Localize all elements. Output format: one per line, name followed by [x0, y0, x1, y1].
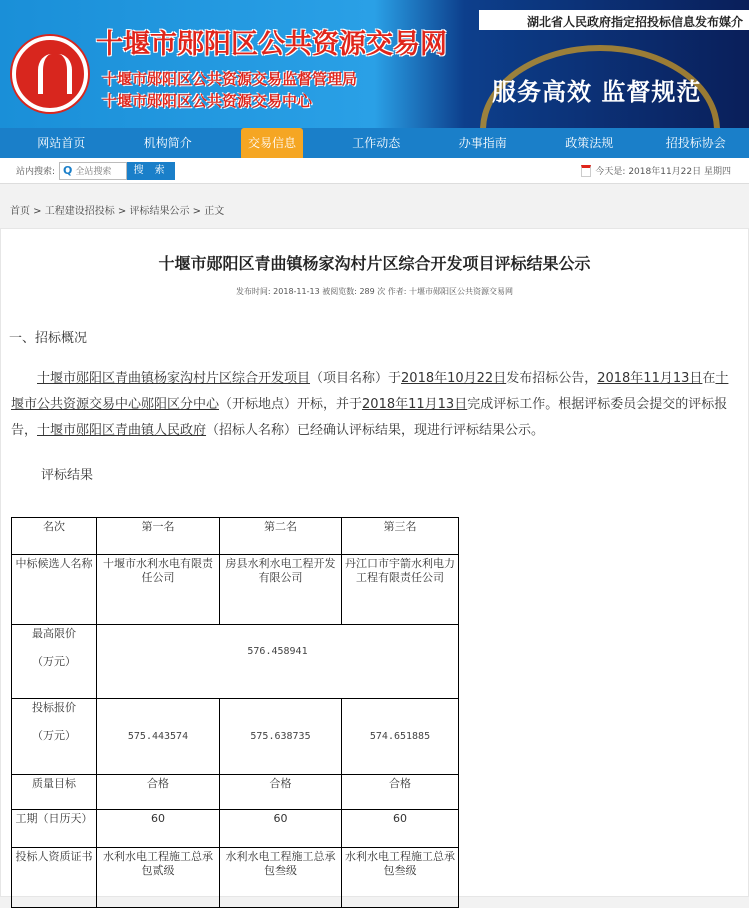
nav-trade-info[interactable]: 交易信息 — [241, 128, 303, 158]
nav-home[interactable]: 网站首页 — [8, 128, 115, 158]
cell: 十堰市水利水电有限责任公司 — [97, 555, 220, 625]
main-nav — [0, 128, 749, 158]
date-text: 今天是: 2018年11月22日 星期四 — [595, 164, 731, 177]
header-cell: 名次 — [12, 518, 97, 555]
overview-paragraph — [11, 366, 734, 444]
site-title: 十堰市郧阳区公共资源交易网 — [96, 22, 447, 61]
cell: 水利水电工程施工总承包贰级 — [97, 848, 220, 908]
article-panel — [0, 228, 749, 897]
text: （项目名称）于 — [310, 371, 401, 386]
table-row — [12, 555, 459, 625]
cell: 水利水电工程施工总承包叁级 — [342, 848, 459, 908]
site-subtitle-1: 十堰市郧阳区公共资源交易监督管理局 — [102, 68, 357, 89]
project-name: 十堰市郧阳区青曲镇杨家沟村片区综合开发项目 — [37, 371, 310, 386]
cell: 合格 — [97, 775, 220, 810]
breadcrumb-results[interactable]: 评标结果公示 — [130, 206, 190, 217]
article-meta: 发布时间: 2018-11-13 被阅览数: 289 次 作者: 十堰市郧阳区公共资源交易网 — [1, 286, 748, 297]
tenderer-name: 十堰市郧阳区青曲镇人民政府 — [37, 423, 206, 438]
breadcrumb-current: 正文 — [204, 206, 224, 217]
search-placeholder: 全站搜索 — [75, 164, 111, 177]
breadcrumb-home[interactable]: 首页 — [10, 206, 30, 217]
search-label: 站内搜索: — [16, 164, 55, 177]
cell: 574.651885 — [342, 699, 459, 775]
text: 完成评标工作。根据评标委员会提交的评标报告， — [11, 397, 727, 438]
nav-about[interactable]: 机构简介 — [115, 128, 222, 158]
cell: 房县水利水电工程开发有限公司 — [220, 555, 342, 625]
cell: 丹江口市宇箭水利电力工程有限责任公司 — [342, 555, 459, 625]
row-label: 工期（日历天） — [12, 810, 97, 848]
result-table — [11, 517, 459, 908]
announce-date: 2018年10月22日 — [401, 371, 506, 386]
cell: 合格 — [342, 775, 459, 810]
text: 在 — [702, 371, 715, 386]
header-cell: 第三名 — [342, 518, 459, 555]
open-date: 2018年11月13日 — [597, 371, 702, 386]
row-label: 质量目标 — [12, 775, 97, 810]
breadcrumb: 首页 > 工程建设招投标 > 评标结果公示 > 正文 — [10, 202, 224, 217]
header-cell: 第一名 — [97, 518, 220, 555]
cell: 60 — [97, 810, 220, 848]
table-row — [12, 810, 459, 848]
table-row — [12, 518, 459, 555]
eval-date: 2018年11月13日 — [362, 397, 467, 412]
open-location: 十堰市公共资源交易中心郧阳区分中心 — [11, 371, 728, 412]
table-row — [12, 699, 459, 775]
cell: 576.458941 — [97, 625, 459, 699]
text: （招标人名称）已经确认评标结果，现进行评标结果公示。 — [206, 423, 544, 438]
article-title: 十堰市郧阳区青曲镇杨家沟村片区综合开发项目评标结果公示 — [1, 251, 748, 274]
section-heading: 一、招标概况 — [9, 327, 748, 346]
cell: 575.443574 — [97, 699, 220, 775]
row-label: 投标人资质证书 — [12, 848, 97, 908]
cell: 60 — [220, 810, 342, 848]
media-notice: 湖北省人民政府指定招投标信息发布媒介 — [479, 10, 749, 30]
table-row — [12, 775, 459, 810]
nav-association[interactable]: 招投标协会 — [643, 128, 749, 158]
cell: 水利水电工程施工总承包叁级 — [220, 848, 342, 908]
cell: 60 — [342, 810, 459, 848]
table-row — [12, 625, 459, 699]
nav-policy[interactable]: 政策法规 — [536, 128, 643, 158]
search-button[interactable]: 搜 索 — [127, 162, 175, 180]
header-banner — [0, 0, 749, 128]
result-label: 评标结果 — [41, 464, 748, 483]
cell: 575.638735 — [220, 699, 342, 775]
search-input[interactable] — [59, 162, 127, 180]
site-logo — [12, 36, 88, 112]
calendar-icon — [581, 165, 591, 177]
row-label: 最高限价 （万元） — [12, 625, 97, 699]
slogan: 服务高效 监督规范 — [492, 72, 701, 107]
search-icon: Q — [63, 164, 72, 177]
date-display — [581, 164, 731, 177]
breadcrumb-construction[interactable]: 工程建设招投标 — [45, 206, 115, 217]
text: （开标地点）开标，并于 — [219, 397, 362, 412]
cell: 合格 — [220, 775, 342, 810]
search-bar — [0, 158, 749, 184]
text: 发布招标公告， — [506, 371, 597, 386]
header-cell: 第二名 — [220, 518, 342, 555]
nav-news[interactable]: 工作动态 — [323, 128, 430, 158]
table-row — [12, 848, 459, 908]
row-label: 投标报价 （万元） — [12, 699, 97, 775]
row-label: 中标候选人名称 — [12, 555, 97, 625]
site-subtitle-2: 十堰市郧阳区公共资源交易中心 — [102, 90, 312, 111]
nav-guide[interactable]: 办事指南 — [430, 128, 537, 158]
